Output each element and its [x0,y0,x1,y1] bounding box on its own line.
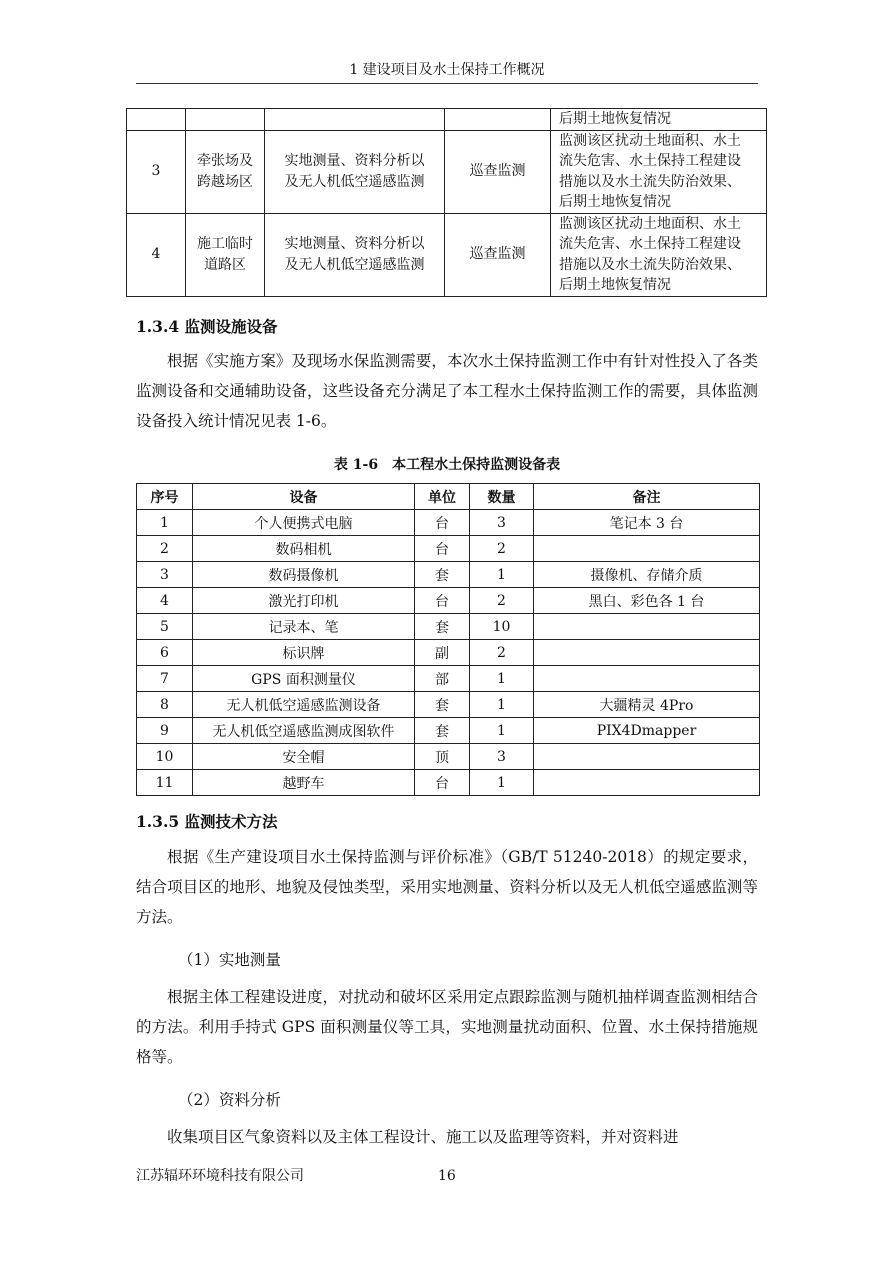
cell-line: 后期土地恢复情况 [559,277,671,293]
table-row [137,666,760,692]
table-row [137,692,760,718]
table-cell: 套 [415,718,470,744]
table-cell: 套 [415,562,470,588]
column-header: 备注 [534,484,760,510]
cell-line: 监测该区扰动土地面积、水土 [559,132,741,149]
table-row [137,770,760,796]
method-cell [265,130,445,213]
cell-line: 巡查监测 [469,246,526,263]
table-cell [534,640,760,666]
cell-line: 后期土地恢复情况 [559,194,671,210]
column-header: 数量 [470,484,534,510]
table-cell: 2 [137,536,193,562]
section-title-1-3-5: 1.3.5 监测技术方法 [136,812,278,831]
cell-line: 实地测量、资料分析以 [284,153,425,169]
table-cell: 标识牌 [193,640,415,666]
table-cell: GPS 面积测量仪 [193,666,415,692]
table-cell: 2 [470,640,534,666]
data-analysis-paragraph: 收集项目区气象资料以及主体工程设计、施工以及监理等资料，并对资料进 [167,1128,679,1146]
table-cell: 无人机低空遥感监测成图软件 [193,718,415,744]
table-cell: 越野车 [193,770,415,796]
table-cell [534,614,760,640]
cell-line: 措施以及水土流失防治效果、 [559,256,741,273]
column-header: 单位 [415,484,470,510]
table-row [137,588,760,614]
table-cell: 激光打印机 [193,588,415,614]
table-cell: 1 [470,562,534,588]
column-header: 序号 [137,484,193,510]
table-cell: 台 [415,536,470,562]
monitoring-area-cell [186,109,265,131]
table-cell [534,744,760,770]
table-cell: 顶 [415,744,470,770]
row-number-cell [127,109,186,131]
cell-line: 牵张场及 [197,153,253,169]
monitoring-area-cell [186,213,265,296]
cell-line: 3 [151,163,161,180]
cell-line [265,109,444,130]
method-cell [265,213,445,296]
table-row [137,744,760,770]
section-title-1-3-4: 1.3.4 监测设施设备 [136,317,278,336]
frequency-cell [445,109,551,131]
table-caption: 表 1-6 本工程水土保持监测设备表 [333,457,561,473]
frequency-cell [445,130,551,213]
table-cell: 无人机低空遥感监测设备 [193,692,415,718]
table-cell: 台 [415,510,470,536]
table-cell: 4 [137,588,193,614]
table-row [127,130,767,213]
cell-line: 及无人机低空遥感监测 [284,173,425,190]
table-cell: 1 [470,718,534,744]
table-cell [534,666,760,692]
table-header-row [137,484,760,510]
table-cell: 8 [137,692,193,718]
footer-company: 江苏辐环环境科技有限公司 [136,1168,304,1184]
page-header: 1 建设项目及水土保持工作概况 [349,62,545,78]
cell-line: 流失危害、水土保持工程建设 [559,153,741,169]
cell-line: 道路区 [204,256,246,273]
table-row [127,109,767,131]
table-cell: 1 [470,666,534,692]
cell-line: 措施以及水土流失防治效果、 [559,173,741,190]
table-cell: 笔记本 3 台 [534,510,760,536]
table-cell: 3 [137,562,193,588]
cell-line: 施工临时 [197,236,253,252]
header-divider [136,83,758,84]
table-row [137,640,760,666]
table-row [137,536,760,562]
table-cell: 10 [470,614,534,640]
table-cell: 台 [415,770,470,796]
table-cell: 副 [415,640,470,666]
section-1-3-5-intro: 根据《生产建设项目水土保持监测与评价标准》（GB/T 51240-2018）的规定要求，结合项目区的地形、地貌及侵蚀类型，采用实地测量、资料分析以及无人机低空遥感监测等方法。 [136,848,758,926]
cell-line: 后期土地恢复情况 [559,111,671,127]
frequency-cell [445,213,551,296]
monitoring-area-cell [186,130,265,213]
table-cell: 1 [137,510,193,536]
table-cell: 3 [470,510,534,536]
table-cell [534,536,760,562]
table-cell: 数码相机 [193,536,415,562]
table-cell: 台 [415,588,470,614]
equipment-table [136,483,760,796]
table-cell: 摄像机、存储介质 [534,562,760,588]
table-cell: 7 [137,666,193,692]
cell-line: 实地测量、资料分析以 [284,236,425,252]
table-cell: 大疆精灵 4Pro [534,692,760,718]
table-cell: 部 [415,666,470,692]
table-cell: 2 [470,536,534,562]
content-cell [551,109,767,131]
table-cell: 9 [137,718,193,744]
table-row [137,614,760,640]
table-cell: 套 [415,614,470,640]
table-cell: 记录本、笔 [193,614,415,640]
cell-line [127,109,185,130]
table-cell: 个人便携式电脑 [193,510,415,536]
cell-line: 监测该区扰动土地面积、水土 [559,215,741,232]
table-cell: 1 [470,770,534,796]
method-cell [265,109,445,131]
table-cell: 安全帽 [193,744,415,770]
table-cell: 11 [137,770,193,796]
table-cell: 5 [137,614,193,640]
table-row [137,562,760,588]
table-cell: 10 [137,744,193,770]
field-measurement-paragraph: 根据主体工程建设进度，对扰动和破坏区采用定点跟踪监测与随机抽样调查监测相结合的方法。利用手持式 GPS 面积测量仪等工具，实地测量扰动面积、位置、水土保持措施规格等。 [136,988,758,1066]
table-cell: 3 [470,744,534,770]
subsection-title-data-analysis: （2）资料分析 [178,1091,281,1109]
table-cell: PIX4Dmapper [534,718,760,744]
cell-line: 流失危害、水土保持工程建设 [559,236,741,252]
table-cell: 数码摄像机 [193,562,415,588]
content-cell [551,130,767,213]
table-cell: 黑白、彩色各 1 台 [534,588,760,614]
table-cell: 套 [415,692,470,718]
table-cell: 1 [470,692,534,718]
table-cell [534,770,760,796]
table-row [137,718,760,744]
table-row [137,510,760,536]
column-header: 设备 [193,484,415,510]
cell-line [445,109,550,130]
table-row [127,213,767,296]
page-number: 16 [438,1168,456,1184]
table-cell: 6 [137,640,193,666]
cell-line: 跨越场区 [197,173,253,190]
row-number-cell [127,213,186,296]
content-cell [551,213,767,296]
cell-line: 巡查监测 [469,163,526,180]
cell-line [186,109,264,130]
cell-line: 4 [151,246,161,263]
monitoring-continued-table [126,108,767,297]
row-number-cell [127,130,186,213]
section-1-3-4-paragraph: 根据《实施方案》及现场水保监测需要，本次水土保持监测工作中有针对性投入了各类监测设备和交通辅助设备，这些设备充分满足了本工程水土保持监测工作的需要，具体监测设备投入统计情况见表 1-6。 [136,352,758,430]
cell-line: 及无人机低空遥感监测 [284,256,425,273]
table-cell: 2 [470,588,534,614]
subsection-title-field-measurement: （1）实地测量 [178,951,281,969]
